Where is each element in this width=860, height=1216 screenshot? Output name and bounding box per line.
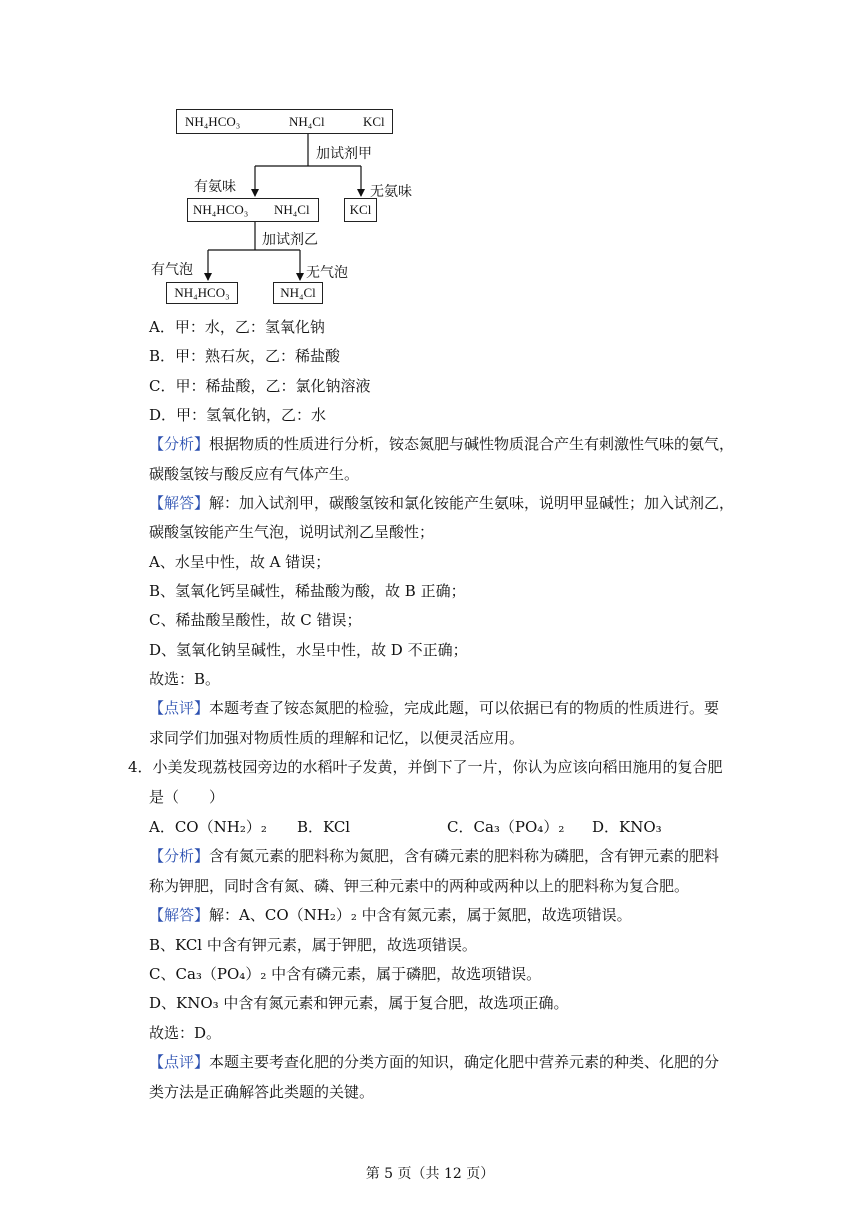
q3-analysis-line-1 xyxy=(149,434,734,454)
bottom-left-box-item: NH₄HCO₃ xyxy=(174,285,230,300)
top-box-item-1: NH₄HCO₃ xyxy=(185,113,241,129)
q3-option-d: D．甲：氢氧化钠，乙：水 xyxy=(149,406,327,424)
top-box xyxy=(176,109,393,134)
flowchart-lines xyxy=(0,0,860,320)
q3-comment-line-2: 求同学们加强对物质性质的理解和记忆，以便灵活应用。 xyxy=(149,729,525,747)
analysis-tag: 【分析】 xyxy=(149,847,210,865)
comment-tag: 【点评】 xyxy=(149,699,210,717)
q3-answer-line-2: 碳酸氢铵能产生气泡，说明试剂乙呈酸性； xyxy=(149,523,435,541)
top-box-item-3: KCl xyxy=(363,113,385,129)
kcl-box xyxy=(344,198,377,222)
q4-comment-text-1: 本题主要考查化肥的分类方面的知识，确定化肥中营养元素的种类、化肥的分 xyxy=(209,1053,720,1071)
q4-option-b: B．KCl xyxy=(297,818,351,836)
q4-options xyxy=(149,817,662,837)
q3-analysis-text-1: 根据物质的性质进行分析，铵态氮肥与碱性物质混合产生有刺激性气味的氨气， xyxy=(209,435,735,453)
bottom-left-box xyxy=(166,282,238,304)
q3-option-b: B．甲：熟石灰，乙：稀盐酸 xyxy=(149,347,341,365)
right-label-1: 无氨味 xyxy=(370,184,412,200)
q4-answer-line-3: C、Ca₃（PO₄）₂ 中含有磷元素，属于磷肥，故选项错误。 xyxy=(149,965,542,983)
q3-answer-line-4: B、氢氧化钙呈碱性，稀盐酸为酸，故 B 正确； xyxy=(149,582,466,600)
q4-option-a: A．CO（NH₂）₂ xyxy=(149,818,267,836)
comment-tag: 【点评】 xyxy=(149,1053,210,1071)
q4-analysis-line-1 xyxy=(149,846,719,866)
mid-box-item-2: NH₄Cl xyxy=(274,202,310,217)
q4-analysis-line-2: 称为钾肥，同时含有氮、磷、钾三种元素中的两种或两种以上的肥料称为复合肥。 xyxy=(149,877,690,895)
q4-option-d: D．KNO₃ xyxy=(592,818,662,836)
q3-answer-line-7: 故选：B。 xyxy=(149,670,221,688)
q4-option-c: C．Ca₃（PO₄）₂ xyxy=(447,818,565,836)
q3-answer-line-1 xyxy=(149,493,734,513)
q4-stem-line-1: 4．小美发现荔枝园旁边的水稻叶子发黄，并倒下了一片，你认为应该向稻田施用的复合肥 xyxy=(128,758,723,776)
mid-box xyxy=(187,198,319,222)
step1-label: 加试剂甲 xyxy=(316,146,372,162)
q4-answer-line-4: D、KNO₃ 中含有氮元素和钾元素，属于复合肥，故选项正确。 xyxy=(149,994,569,1012)
bottom-right-box xyxy=(273,282,323,304)
q4-comment-line-1 xyxy=(149,1052,719,1072)
q3-answer-text-1: 解：加入试剂甲，碳酸氢铵和氯化铵能产生氨味，说明甲显碱性；加入试剂乙， xyxy=(209,494,735,512)
q4-answer-line-5: 故选：D。 xyxy=(149,1024,222,1042)
page-footer: 第 5 页（共 12 页） xyxy=(365,1166,495,1182)
q3-answer-line-3: A、水呈中性，故 A 错误； xyxy=(149,553,331,571)
kcl-box-item: KCl xyxy=(349,202,372,217)
answer-tag: 【解答】 xyxy=(149,906,210,924)
answer-tag: 【解答】 xyxy=(149,494,210,512)
analysis-tag: 【分析】 xyxy=(149,435,210,453)
mid-box-item-1: NH₄HCO₃ xyxy=(193,202,249,217)
left-label-1: 有氨味 xyxy=(194,179,236,195)
step2-label: 加试剂乙 xyxy=(262,232,318,248)
q3-comment-line-1 xyxy=(149,698,719,718)
q3-answer-line-5: C、稀盐酸呈酸性，故 C 错误； xyxy=(149,611,362,629)
q3-comment-text-1: 本题考查了铵态氮肥的检验，完成此题，可以依据已有的物质的性质进行。要 xyxy=(209,699,720,717)
q3-answer-line-6: D、氢氧化钠呈碱性，水呈中性，故 D 不正确； xyxy=(149,641,468,659)
bottom-right-box-item: NH₄Cl xyxy=(280,285,316,300)
q4-comment-line-2: 类方法是正确解答此类题的关键。 xyxy=(149,1083,375,1101)
left-label-2: 有气泡 xyxy=(151,262,193,278)
q4-analysis-text-1: 含有氮元素的肥料称为氮肥，含有磷元素的肥料称为磷肥，含有钾元素的肥料 xyxy=(209,847,720,865)
q4-answer-line-2: B、KCl 中含有钾元素，属于钾肥，故选项错误。 xyxy=(149,936,477,954)
top-box-item-2: NH₄Cl xyxy=(289,113,325,129)
q3-option-c: C．甲：稀盐酸，乙：氯化钠溶液 xyxy=(149,377,371,395)
q4-answer-line-1 xyxy=(149,905,632,925)
q4-stem-line-2: 是（ ） xyxy=(149,788,225,806)
q3-option-a: A．甲：水，乙：氢氧化钠 xyxy=(149,318,325,336)
q3-analysis-line-2: 碳酸氢铵与酸反应有气体产生。 xyxy=(149,465,360,483)
q4-answer-text-1: 解：A、CO（NH₂）₂ 中含有氮元素，属于氮肥，故选项错误。 xyxy=(209,906,632,924)
right-label-2: 无气泡 xyxy=(306,265,348,281)
